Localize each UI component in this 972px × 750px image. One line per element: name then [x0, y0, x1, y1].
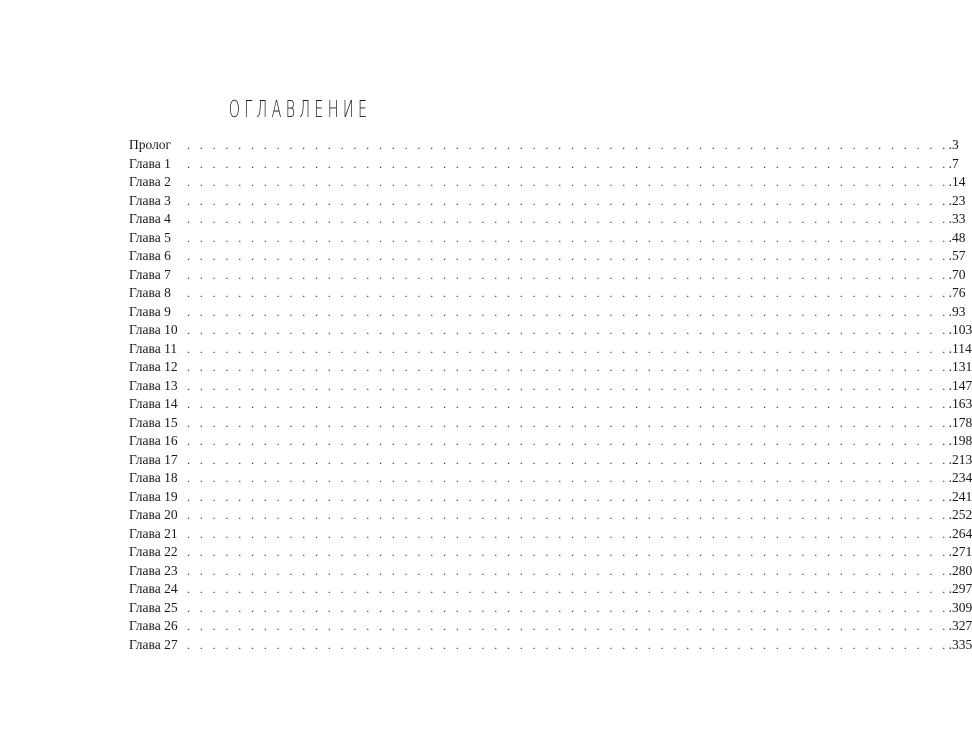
- toc-entry-label: Глава 5: [129, 229, 171, 245]
- toc-entry-label: Пролог: [129, 137, 172, 152]
- toc-entry-label: Глава 26: [129, 618, 178, 633]
- dot-leader: . . . . . . . . . . . . . . . . . . . . . . . . . . . . . . . . . . . . . . . . . . . . . . . . . . . . . . . . . . . .: [187, 138, 949, 152]
- dot-leader: . . . . . . . . . . . . . . . . . . . . . . . . . . . . . . . . . . . . . . . . . . . . . . . . . . . . . . . . . . . .: [187, 341, 949, 356]
- toc-entry-page-number: .147: [948, 377, 972, 393]
- toc-entry[interactable]: [129, 358, 972, 377]
- dot-leader: . . . . . . . . . . . . . . . . . . . . . . . . . . . . . . . . . . . . . . . . . . . . . . . . . . . . . . . . . . . .: [187, 175, 949, 189]
- toc-entry-page-number: .93: [948, 303, 966, 319]
- toc-entry-page-number: .114: [948, 340, 972, 356]
- dot-leader: . . . . . . . . . . . . . . . . . . . . . . . . . . . . . . . . . . . . . . . . . . . . . . . . . . . . . . . . . . . .: [187, 526, 949, 541]
- dot-leader: . . . . . . . . . . . . . . . . . . . . . . . . . . . . . . . . . . . . . . . . . . . . . . . . . . . . . . . . . . . .: [187, 212, 949, 226]
- toc-entry-page-number: .264: [948, 525, 972, 541]
- toc-entry-label: Глава 21: [129, 525, 178, 541]
- toc-entry[interactable]: [129, 469, 972, 488]
- dot-leader: . . . . . . . . . . . . . . . . . . . . . . . . . . . . . . . . . . . . . . . . . . . . . . . . . . . . . . . . . . . .: [187, 452, 949, 467]
- toc-entry[interactable]: [129, 247, 966, 266]
- toc-entry-label: Глава 7: [129, 266, 171, 282]
- toc-entry-label: Глава 2: [129, 174, 171, 189]
- toc-entry[interactable]: [129, 451, 972, 470]
- toc-entry-page-number: .103: [948, 322, 972, 337]
- toc-entry[interactable]: [129, 229, 966, 248]
- dot-leader: . . . . . . . . . . . . . . . . . . . . . . . . . . . . . . . . . . . . . . . . . . . . . . . . . . . . . . . . . . . .: [187, 304, 949, 319]
- toc-entry-page-number: .241: [948, 488, 972, 504]
- toc-entry-page-number: .7: [948, 155, 959, 171]
- toc-entry-label: Глава 23: [129, 562, 178, 578]
- toc-entry-page-number: .178: [948, 414, 972, 430]
- toc-entry[interactable]: [129, 636, 972, 655]
- dot-leader: . . . . . . . . . . . . . . . . . . . . . . . . . . . . . . . . . . . . . . . . . . . . . . . . . . . . . . . . . . . .: [187, 434, 949, 448]
- toc-entry[interactable]: [129, 488, 972, 507]
- toc-entry[interactable]: [129, 321, 972, 340]
- toc-entry-label: Глава 27: [129, 636, 178, 652]
- toc-entry-label: Глава 11: [129, 340, 178, 356]
- toc-entry-label: Глава 4: [129, 211, 171, 226]
- table-of-contents: [129, 136, 972, 654]
- toc-entry-page-number: .57: [948, 248, 966, 263]
- toc-entry-page-number: .234: [948, 470, 972, 485]
- toc-entry[interactable]: [129, 599, 972, 618]
- dot-leader: . . . . . . . . . . . . . . . . . . . . . . . . . . . . . . . . . . . . . . . . . . . . . . . . . . . . . . . . . . . .: [187, 286, 949, 300]
- toc-entry-label: Глава 17: [129, 451, 178, 467]
- toc-entry[interactable]: [129, 543, 972, 562]
- toc-entry-page-number: .76: [948, 285, 966, 300]
- dot-leader: . . . . . . . . . . . . . . . . . . . . . . . . . . . . . . . . . . . . . . . . . . . . . . . . . . . . . . . . . . . .: [187, 323, 949, 337]
- dot-leader: . . . . . . . . . . . . . . . . . . . . . . . . . . . . . . . . . . . . . . . . . . . . . . . . . . . . . . . . . . . .: [187, 378, 949, 393]
- toc-entry[interactable]: [129, 173, 966, 192]
- toc-entry-page-number: .14: [948, 174, 966, 189]
- toc-entry-label: Глава 8: [129, 285, 171, 300]
- toc-entry-page-number: .213: [948, 451, 972, 467]
- dot-leader: . . . . . . . . . . . . . . . . . . . . . . . . . . . . . . . . . . . . . . . . . . . . . . . . . . . . . . . . . . . .: [187, 397, 949, 411]
- toc-entry[interactable]: [129, 414, 972, 433]
- toc-entry-label: Глава 18: [129, 470, 178, 485]
- toc-entry-page-number: .163: [948, 396, 972, 411]
- toc-entry[interactable]: [129, 525, 972, 544]
- dot-leader: . . . . . . . . . . . . . . . . . . . . . . . . . . . . . . . . . . . . . . . . . . . . . . . . . . . . . . . . . . . .: [187, 582, 949, 596]
- toc-entry-page-number: .3: [948, 137, 959, 152]
- toc-entry-page-number: .252: [948, 507, 972, 522]
- toc-entry-label: Глава 22: [129, 544, 178, 559]
- toc-entry[interactable]: [129, 432, 972, 451]
- dot-leader: . . . . . . . . . . . . . . . . . . . . . . . . . . . . . . . . . . . . . . . . . . . . . . . . . . . . . . . . . . . .: [187, 619, 949, 633]
- toc-entry-page-number: .280: [948, 562, 972, 578]
- toc-entry[interactable]: [129, 617, 972, 636]
- dot-leader: . . . . . . . . . . . . . . . . . . . . . . . . . . . . . . . . . . . . . . . . . . . . . . . . . . . . . . . . . . . .: [187, 193, 949, 208]
- toc-entry-label: Глава 14: [129, 396, 178, 411]
- toc-entry-page-number: .33: [948, 211, 966, 226]
- toc-entry-label: Глава 6: [129, 248, 171, 263]
- toc-entry-page-number: .309: [948, 599, 972, 615]
- toc-entry-page-number: .327: [948, 618, 972, 633]
- toc-entry-label: Глава 19: [129, 488, 178, 504]
- toc-entry[interactable]: [129, 377, 972, 396]
- toc-entry-label: Глава 20: [129, 507, 178, 522]
- toc-entry[interactable]: [129, 580, 972, 599]
- toc-entry-page-number: .23: [948, 192, 966, 208]
- toc-entry-label: Глава 3: [129, 192, 171, 208]
- dot-leader: . . . . . . . . . . . . . . . . . . . . . . . . . . . . . . . . . . . . . . . . . . . . . . . . . . . . . . . . . . . .: [187, 230, 949, 245]
- dot-leader: . . . . . . . . . . . . . . . . . . . . . . . . . . . . . . . . . . . . . . . . . . . . . . . . . . . . . . . . . . . .: [187, 471, 949, 485]
- toc-entry-page-number: .70: [948, 266, 966, 282]
- toc-entry[interactable]: [129, 210, 966, 229]
- toc-entry-page-number: .271: [948, 544, 972, 559]
- dot-leader: . . . . . . . . . . . . . . . . . . . . . . . . . . . . . . . . . . . . . . . . . . . . . . . . . . . . . . . . . . . .: [187, 563, 949, 578]
- dot-leader: . . . . . . . . . . . . . . . . . . . . . . . . . . . . . . . . . . . . . . . . . . . . . . . . . . . . . . . . . . . .: [187, 360, 949, 374]
- toc-entry-label: Глава 9: [129, 303, 171, 319]
- toc-entry[interactable]: [129, 136, 959, 155]
- dot-leader: . . . . . . . . . . . . . . . . . . . . . . . . . . . . . . . . . . . . . . . . . . . . . . . . . . . . . . . . . . . .: [187, 267, 949, 282]
- toc-entry-label: Глава 10: [129, 322, 178, 337]
- toc-entry-page-number: .297: [948, 581, 972, 596]
- toc-entry-label: Глава 25: [129, 599, 178, 615]
- dot-leader: . . . . . . . . . . . . . . . . . . . . . . . . . . . . . . . . . . . . . . . . . . . . . . . . . . . . . . . . . . . .: [187, 637, 949, 652]
- toc-entry[interactable]: [129, 192, 966, 211]
- toc-entry[interactable]: [129, 562, 972, 581]
- toc-entry-label: Глава 1: [129, 155, 171, 171]
- toc-entry-page-number: .48: [948, 229, 966, 245]
- dot-leader: . . . . . . . . . . . . . . . . . . . . . . . . . . . . . . . . . . . . . . . . . . . . . . . . . . . . . . . . . . . .: [187, 600, 949, 615]
- dot-leader: . . . . . . . . . . . . . . . . . . . . . . . . . . . . . . . . . . . . . . . . . . . . . . . . . . . . . . . . . . . .: [187, 249, 949, 263]
- toc-entry[interactable]: [129, 155, 959, 174]
- page-title: ОГЛАВЛЕНИЕ: [228, 97, 372, 123]
- toc-entry-page-number: .335: [948, 636, 972, 652]
- dot-leader: . . . . . . . . . . . . . . . . . . . . . . . . . . . . . . . . . . . . . . . . . . . . . . . . . . . . . . . . . . . .: [187, 545, 949, 559]
- toc-entry[interactable]: [129, 266, 966, 285]
- toc-entry-label: Глава 24: [129, 581, 178, 596]
- toc-entry[interactable]: [129, 284, 966, 303]
- toc-entry[interactable]: [129, 303, 966, 322]
- toc-entry[interactable]: [129, 395, 972, 414]
- toc-entry[interactable]: [129, 506, 972, 525]
- toc-entry[interactable]: [129, 340, 972, 359]
- toc-entry-label: Глава 12: [129, 359, 178, 374]
- dot-leader: . . . . . . . . . . . . . . . . . . . . . . . . . . . . . . . . . . . . . . . . . . . . . . . . . . . . . . . . . . . .: [187, 415, 949, 430]
- toc-entry-page-number: .198: [948, 433, 972, 448]
- toc-entry-label: Глава 15: [129, 414, 178, 430]
- dot-leader: . . . . . . . . . . . . . . . . . . . . . . . . . . . . . . . . . . . . . . . . . . . . . . . . . . . . . . . . . . . .: [187, 156, 949, 171]
- toc-entry-page-number: .131: [948, 359, 972, 374]
- dot-leader: . . . . . . . . . . . . . . . . . . . . . . . . . . . . . . . . . . . . . . . . . . . . . . . . . . . . . . . . . . . .: [187, 508, 949, 522]
- dot-leader: . . . . . . . . . . . . . . . . . . . . . . . . . . . . . . . . . . . . . . . . . . . . . . . . . . . . . . . . . . . .: [187, 489, 949, 504]
- toc-entry-label: Глава 16: [129, 433, 178, 448]
- toc-entry-label: Глава 13: [129, 377, 178, 393]
